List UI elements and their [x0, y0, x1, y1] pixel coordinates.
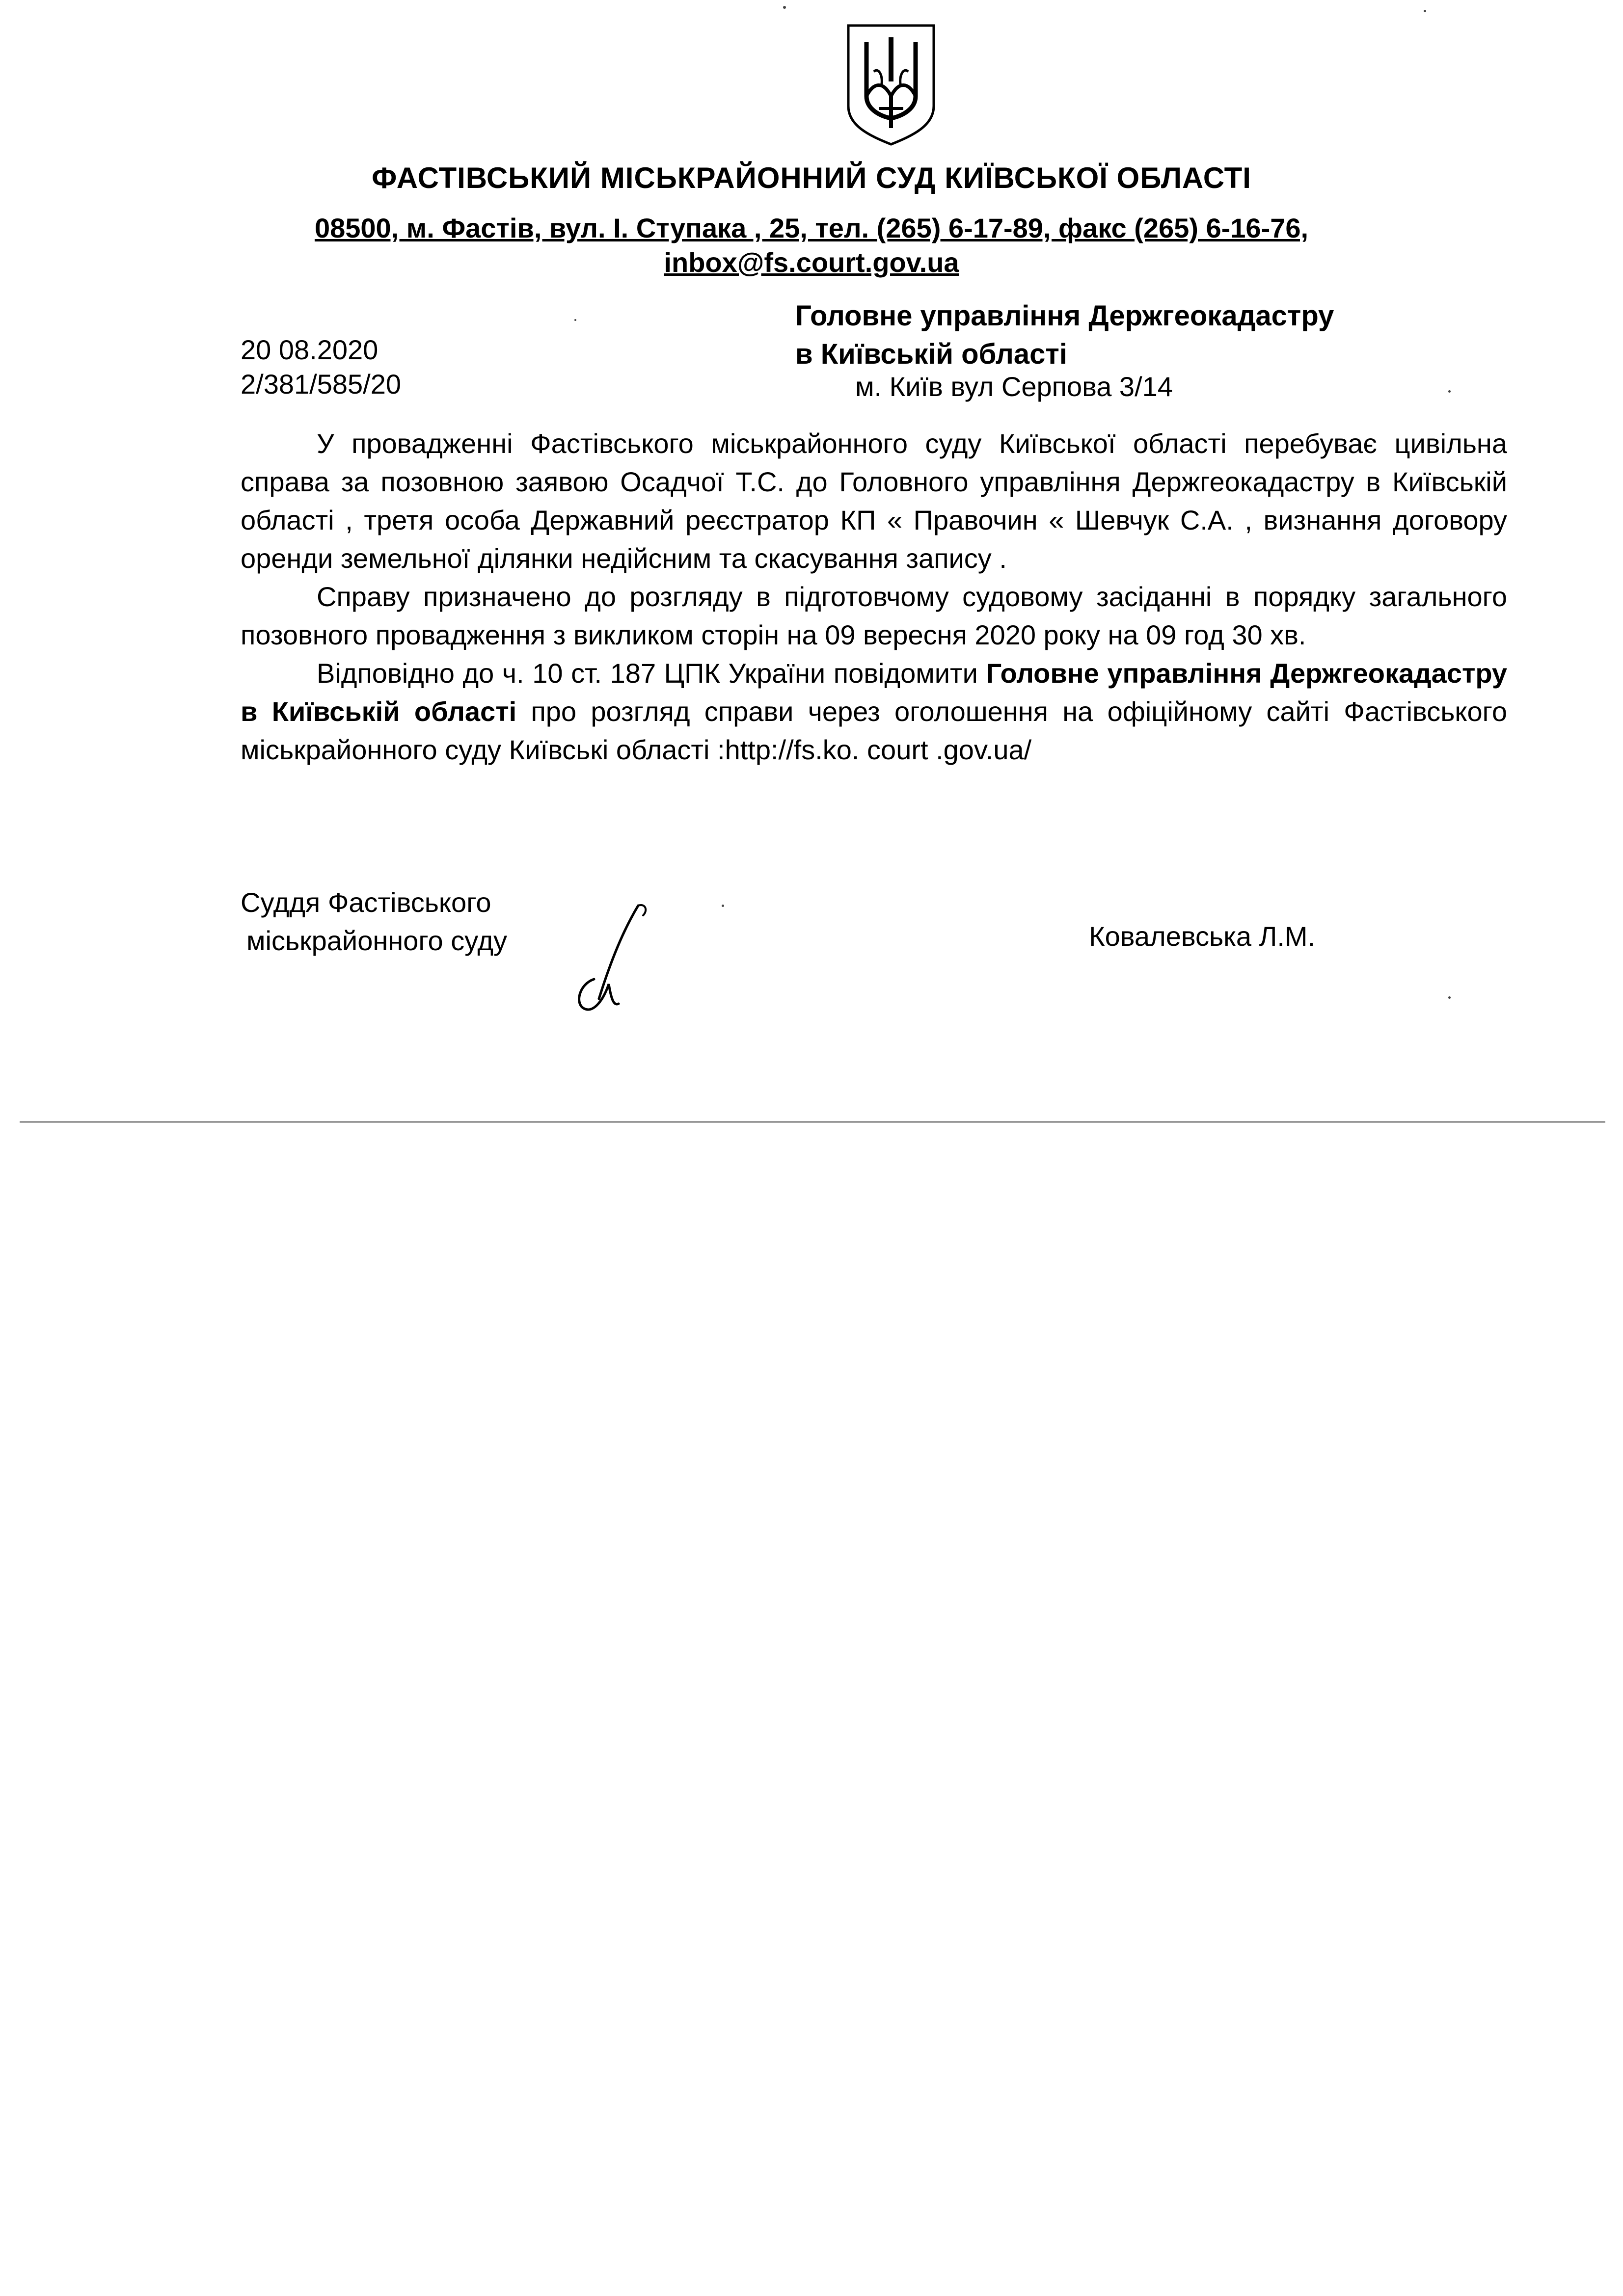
scan-speck [574, 319, 576, 321]
paragraph-3-start: Відповідно до ч. 10 ст. 187 ЦПК України повідомити [317, 658, 986, 689]
judge-name: Ковалевська Л.М. [1089, 921, 1316, 952]
page-divider [20, 1121, 1605, 1122]
court-name: ФАСТІВСЬКИЙ МІСЬКРАЙОННИЙ СУД КИЇВСЬКОЇ ОБЛАСТІ [372, 161, 1251, 194]
recipient-line1: Головне управління Держгеокадастру [795, 300, 1334, 332]
paragraph-2: Справу призначено до розгляду в підготовчому судовому засіданні в порядку загального позовного провадження з викликом сторін на 09 вересня 2020 року на 09 год 30 хв. [241, 581, 1507, 650]
paragraph-1: У провадженні Фастівського міськрайонного суду Київської області перебуває цивільна справа за позовною заявою Осадчої Т.С. до Головного управління Держгеокадастру в Київській області , третя особа Державний реєстратор КП « Правочин « Шевчук С.А. , визнання договору оренди земельної ділянки недійсним та скасування запису . [241, 428, 1507, 574]
recipient-line2: в Київській області [795, 338, 1067, 370]
scan-speck [1424, 10, 1426, 12]
recipient [795, 297, 1334, 374]
coat-of-arms-icon [844, 23, 938, 146]
letter-date: 20 08.2020 [241, 334, 379, 365]
judge-title [241, 883, 507, 960]
scan-speck [722, 905, 724, 907]
paragraph-3-bold: Головне управління Держгеокадастру в Київській області [241, 658, 1508, 727]
scan-speck [783, 6, 786, 9]
judge-title-line2: міськрайонного суду [246, 925, 508, 956]
case-number: 2/381/585/20 [241, 369, 401, 400]
court-email: inbox@fs.court.gov.ua [664, 247, 959, 278]
paragraph-3-end: про розгляд справи через оголошення на офіційному сайті Фастівського міськрайонного суду Київські області :http://fs.ko. court .gov.ua/ [241, 696, 1507, 765]
letter-body [241, 425, 1507, 769]
judge-title-line1: Суддя Фастівського [241, 887, 491, 918]
court-address: 08500, м. Фастів, вул. І. Ступака , 25, тел. (265) 6-17-89, факс (265) 6-16-76, [314, 213, 1309, 243]
scan-speck [1448, 390, 1451, 393]
paragraph-3 [241, 654, 1507, 769]
handwritten-signature [565, 901, 663, 1018]
recipient-address: м. Київ вул Серпова 3/14 [855, 371, 1173, 402]
scan-speck [1448, 996, 1451, 999]
